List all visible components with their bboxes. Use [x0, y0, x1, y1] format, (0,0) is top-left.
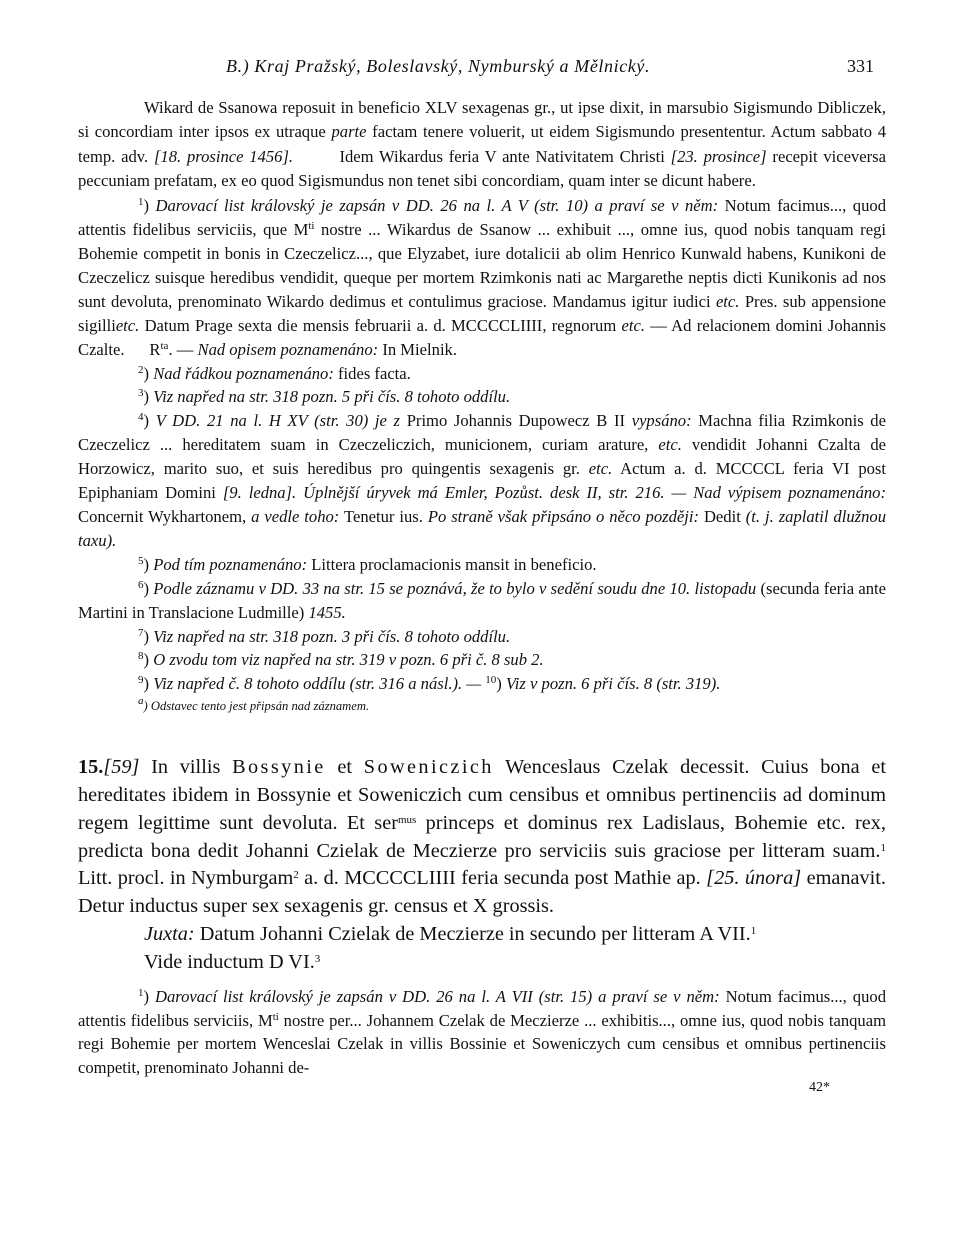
footnote-3: $^3$) Viz napřed na str. 318 pozn. 5 při čís. 8 tohoto oddílu. [138, 387, 511, 407]
vide-line: Vide inductum D VI.$^3$ [144, 950, 321, 973]
page [78, 52, 891, 1096]
entry-ref: [59] [103, 756, 140, 779]
juxta-line: Juxta: Datum Johanni Czielak de Meczierze in secundo per litteram A VII.$^1$ [144, 923, 757, 945]
footnote-1: $^1$) Darovací list královský je zapsán v DD. 26 na l. A V (str. 10) a praví se v něm: Notum facimus..., quod attentis fidelibus serviciis, que $M^{ti}$ nostre ... Wikardus de Ssanow ... exhibuit ..., omne ius, quod nobis tanquam regi Bohemie competit in bonis in Czeczelicz..., que Elyzabet, iure dotalicii ab olim Henrico Kunwald habens, Kunikoni de Czeczelicz suisque heredibus vendidit, queque per mortem Rzimkonis nati ac Margarethe neptis dicti Kunikonis ad nos sunt devoluta, prenominato Wikardo dedimus et contulimus graciose. Mandamus igitur iudici etc. Pres. sub appensione sigillietc. Datum Prage sexta die mensis februarii a. d. MCCCCLIIII, regnorum etc. — Ad relacionem domini Johannis Czalte. $R^{ta}$. — Nad opisem poznamenáno: In Mielnik. [78, 196, 891, 359]
entry-number: 15. [78, 756, 104, 779]
footnote-8: $^8$) O zvodu tom viz napřed na str. 319 v pozn. 6 při č. 8 sub 2. [138, 650, 544, 670]
page-number: 331 [847, 56, 874, 76]
entry-15: 15.[59] In villis Bossynie et Soweniczich Wenceslaus Czelak decessit. Cuius bona et hereditates ibidem in Bossynie et Soweniczich cum censibus et omnibus pertinenciis ad dominum regem legittime sunt devoluta. Et ser$^{mus}$ princeps et dominus rex Ladislaus, Bohemie etc. rex, predicta bona dedit Johanni Czielak de Meczierze pro serviciis suis graciose per litteram suam.$^1$ Litt. procl. in Nymburgam$^2$ a. d. MCCCCLIIII feria secunda post Mathie ap. [25. února] emanavit. Detur inductus super sex sexagenis gr. census et X grossis. [78, 756, 886, 918]
running-header [78, 52, 886, 82]
main-paragraph: Wikard de Ssanowa reposuit in beneficio XLV sexagenas gr., ut ipse dixit, in marsubio Sigismundo Dibliczek, si concordiam inter ipsos ex utraque parte factam tenere voluerit, ut eidem Sigismundo presententur. Actum sabbato 4 temp. adv. [18. prosince 1456]. Idem Wikardus feria V ante Nativitatem Christi [23. prosince] recepit viceversa peccuniam prefatam, ex eo quod Sigismundus non tenet sibi concordiam, quam inter se dicunt habere. [78, 98, 887, 190]
footnote-4: $^4$) V DD. 21 na l. H XV (str. 30) je z Primo Johannis Dupowecz B II vypsáno: Machna filia Rzimkonis de Czeczelicz ... hereditatem suam in Czeczeliczich, municionem, curiam arature, etc. vendidit Johanni Czalta de Horzowicz, marito suo, et suis heredibus pro quingentis sexagenis gr. etc. Actum a. d. MCCCCL feria VI post Epiphaniam Domini [9. ledna]. Úplnější úryvek má Emler, Pozůst. desk II, str. 216. — Nad výpisem poznamenáno: Concernit Wykhartonem, a vedle toho: Tenetur ius. Po straně však připsáno o něco později: Dedit (t. j. zaplatil dlužnou taxu). [78, 411, 886, 550]
footnote-7: $^7$) Viz napřed na str. 318 pozn. 3 při čís. 8 tohoto oddílu. [138, 626, 511, 646]
footnote-b1: $^1$) Darovací list královský je zapsán v DD. 26 na l. A VII (str. 15) a praví se v něm: Notum facimus..., quod attentis fidelibus serviciis, $M^{ti}$ nostre per... Johannem Czelak de Meczierze ... exhibitis..., omne ius, quod nobis tanquam regi Bohemie per mortem Wenceslai Czelak in villis Bossinie et Soweniczych cum censibus et omnibus pertinenciis competit, prenominato Johanni de- [78, 986, 886, 1078]
footnote-2: $^2$) Nad řádkou poznamenáno: fides facta. [138, 363, 411, 383]
footnote-9: $^9$) Viz napřed č. 8 tohoto oddílu (str. 316 a násl.). — $^{10}$) Viz v pozn. 6 při čís. 8 (str. 319). [138, 674, 721, 694]
signature-mark: 42* [809, 1080, 830, 1096]
running-title: B.) Kraj Pražský, Boleslavský, Nymburský a Mělnický. [226, 56, 651, 76]
footnote-a: $^a$) Odstavec tento jest připsán nad záznamem. [138, 695, 370, 714]
footnote-6: $^6$) Podle záznamu v DD. 33 na str. 15 se poznává, že to bylo v sedění soudu dne 10. listopadu (secunda feria ante Martini in Translacione Ludmille) 1455. [78, 578, 886, 622]
footnote-5: $^5$) Pod tím poznamenáno: Littera proclamacionis mansit in beneficio. [138, 554, 597, 574]
